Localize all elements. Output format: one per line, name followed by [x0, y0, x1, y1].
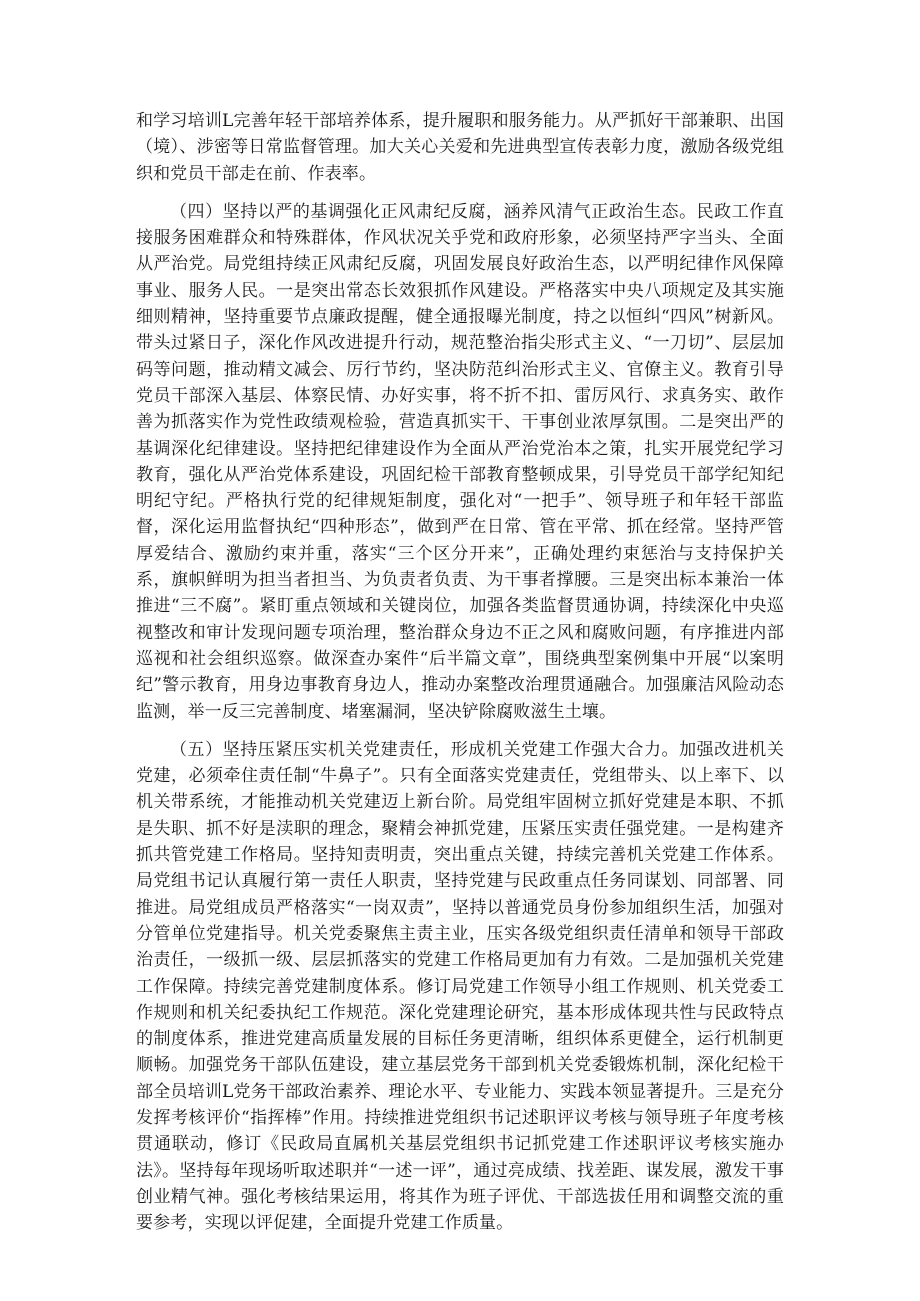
paragraph-continuation: 和学习培训L完善年轻干部培养体系，提升履职和服务能力。从严抓好干部兼职、出国（境）、涉密等日常监督管理。加大关心关爱和先进典型宣传表彰力度，激励各级党组织和党员干部走在前、作表率。	[136, 111, 784, 184]
paragraph-section-four: （四）坚持以严的基调强化正风肃纪反腐，涵养风清气正政治生态。民政工作直接服务困难群众和特殊群体，作风状况关乎党和政府形象，必须坚持严字当头、全面从严治党。局党组持续正风肃纪反腐，巩固发展良好政治生态，以严明纪律作风保障事业、服务人民。一是突出常态长效狠抓作风建设。严格落实中央八项规定及其实施细则精神，坚持重要节点廉政提醒，健全通报曝光制度，持之以恒纠“四风”树新风。带头过紧日子，深化作风改进提升行动，规范整治指尖形式主义、“一刀切”、层层加码等问题，推动精文减会、厉行节约，坚决防范纠治形式主义、官僚主义。教育引导党员干部深入基层、体察民情、办好实事，将不折不扣、雷厉风行、求真务实、敢作善为抓落实作为党性政绩观检验，营造真抓实干、干事创业浓厚氛围。二是突出严的基调深化纪律建设。坚持把纪律建设作为全面从严治党治本之策，扎实开展党纪学习教育，强化从严治党体系建设，巩固纪检干部教育整顿成果，引导党员干部学纪知纪明纪守纪。严格执行党的纪律规矩制度，强化对“一把手”、领导班子和年轻干部监督，深化运用监督执纪“四种形态”，做到严在日常、管在平常、抓在经常。坚持严管厚爱结合、激励约束并重，落实“三个区分开来”，正确处理约束惩治与支持保护关系，旗帜鲜明为担当者担当、为负责者负责、为干事者撑腰。三是突出标本兼治一体推进“三不腐”。紧盯重点领域和关键岗位，加强各类监督贯通协调，持续深化中央巡视整改和审计发现问题专项治理，整治群众身边不正之风和腐败问题，有序推进内部巡视和社会组织巡察。做深查办案件“后半篇文章”，围绕典型案例集中开展“以案明纪”警示教育，用身边事教育身边人，推动办案整改治理贯通融合。加强廉洁风险动态监测，举一反三完善制度、堵塞漏洞，坚决铲除腐败滋生土壤。	[136, 201, 784, 722]
paragraph-section-five: （五）坚持压紧压实机关党建责任，形成机关党建工作强大合力。加强改进机关党建，必须牵住责任制“牛鼻子”。只有全面落实党建责任，党组带头、以上率下、以机关带系统，才能推动机关党建迈上新台阶。局党组牢固树立抓好党建是本职、不抓是失职、抓不好是渎职的理念，聚精会神抓党建，压紧压实责任强党建。一是构建齐抓共管党建工作格局。坚持知责明责，突出重点关键，持续完善机关党建工作体系。局党组书记认真履行第一责任人职责，坚持党建与民政重点任务同谋划、同部署、同推进。局党组成员严格落实“一岗双责”，坚持以普通党员身份参加组织生活，加强对分管单位党建指导。机关党委聚焦主责主业，压实各级党组织责任清单和领导干部政治责任，一级抓一级、层层抓落实的党建工作格局更加有力有效。二是加强机关党建工作保障。持续完善党建制度体系。修订局党建工作领导小组工作规则、机关党委工作规则和机关纪委执纪工作规范。深化党建理论研究，基本形成体现共性与民政特点的制度体系，推进党建高质量发展的目标任务更清晰，组织体系更健全，运行机制更顺畅。加强党务干部队伍建设，建立基层党务干部到机关党委锻炼机制，深化纪检干部全员培训L党务干部政治素养、理论水平、专业能力、实践本领显著提升。三是充分发挥考核评价“指挥棒”作用。持续推进党组织书记述职评议考核与领导班子年度考核贯通联动，修订《民政局直属机关基层党组织书记抓党建工作述职评议考核实施办法》。坚持每年现场听取述职并“一述一评”，通过亮成绩、找差距、谋发展，激发干事创业精气神。强化考核结果运用，将其作为班子评优、干部选拔任用和调整交流的重要参考，实现以评促建，全面提升党建工作质量。	[136, 739, 784, 1234]
document-page	[136, 108, 784, 1248]
